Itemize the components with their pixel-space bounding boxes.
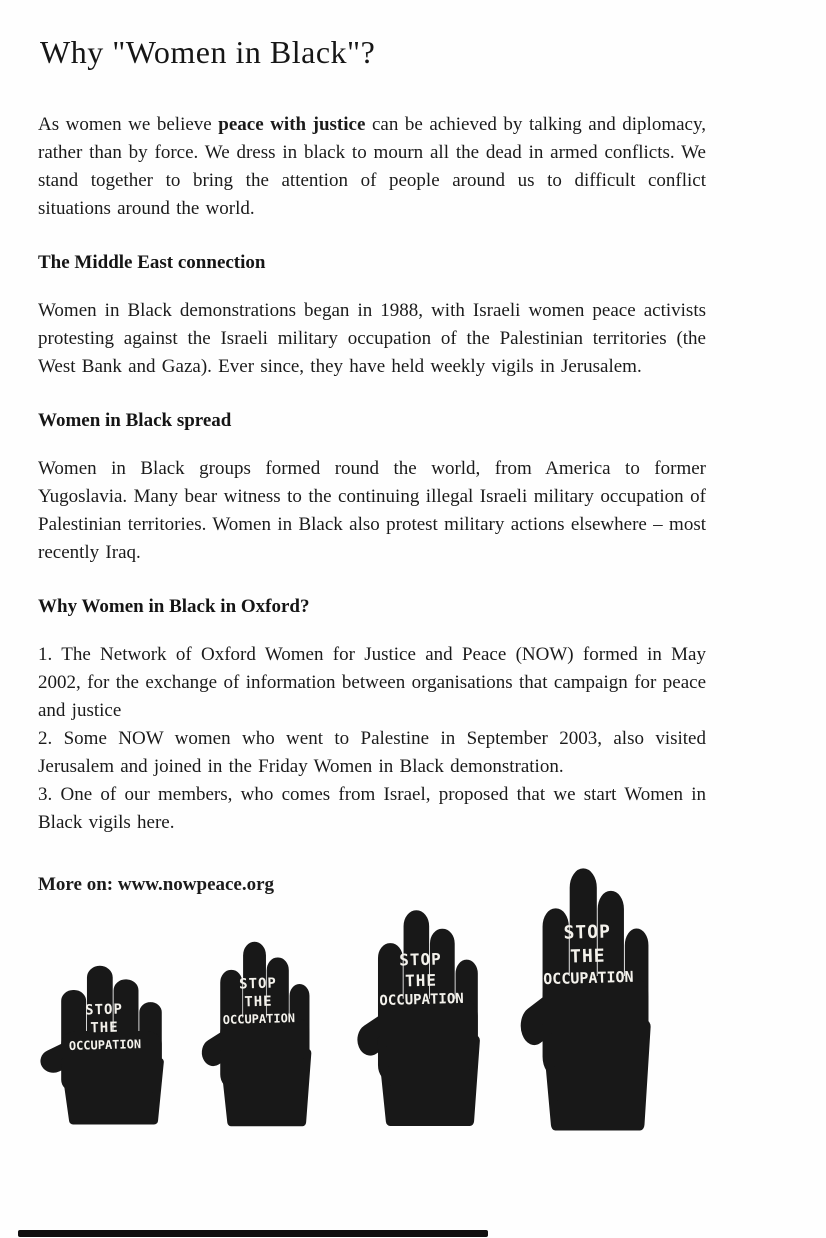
intro-text-post: can be achieved by talking and diplomacy, rather than by force. We dress in black to mourn all the dead in armed conflicts. We stand together to bring the attention of people around us to difficult conflict situations around the world. <box>38 114 706 219</box>
stop-hand-graphic-4 <box>515 839 655 1133</box>
hand-text-line: STOP <box>398 949 442 970</box>
more-on-url-line: More on: www.nowpeace.org <box>38 874 275 895</box>
intro-text-bold: peace with justice <box>218 114 366 135</box>
hand-slogan <box>202 973 314 1029</box>
section-heading-oxford: Why Women in Black in Oxford? <box>38 596 310 617</box>
section-body-spread: Women in Black groups formed round the world, from America to former Yugoslavia. Many bear witness to the continuing illegal Israeli military occupation of Palestinian territories. Women in Black also protest military actions elsewhere – most recently Iraq. <box>38 458 706 563</box>
hand-text-line: OCCUPATION <box>543 967 634 988</box>
hand-text-line: STOP <box>238 975 277 993</box>
section-body-middle-east: Women in Black demonstrations began in 1988, with Israeli women peace activists protesting against the Israeli military occupation of the Palestinian territories (the West Bank and Gaza). Ever since, they have held weekly vigils in Jerusalem. <box>38 300 706 377</box>
hand-text-line: OCCUPATION <box>222 1010 296 1027</box>
intro-text-pre: As women we believe <box>38 114 219 135</box>
numbered-item-1: 1. The Network of Oxford Women for Justice and Peace (NOW) formed in May 2002, for the exchange of information between organisations that campaign for peace and justice <box>38 644 706 721</box>
leaflet-text-column <box>38 34 706 899</box>
numbered-item-2: 2. Some NOW women who went to Palestine in September 2003, also visited Jerusalem and joined in the Friday Women in Black demonstration. <box>38 728 706 777</box>
hand-slogan <box>358 947 484 1011</box>
scan-artifact-bar <box>18 1230 488 1237</box>
stop-hand-graphic-2 <box>197 921 315 1128</box>
stop-hand-graphic-1 <box>35 948 168 1126</box>
hand-text-line: THE <box>404 970 437 991</box>
hand-text-line: OCCUPATION <box>378 991 464 1010</box>
numbered-list <box>38 641 706 837</box>
section-heading-middle-east: The Middle East connection <box>38 252 266 273</box>
section-heading-spread: Women in Black spread <box>38 410 232 431</box>
hand-text-line: THE <box>89 1020 119 1038</box>
hand-text-line: THE <box>244 993 273 1011</box>
hand-text-line: STOP <box>563 921 612 944</box>
page-title: Why "Women in Black"? <box>40 34 376 70</box>
hand-text-line: OCCUPATION <box>68 1037 141 1054</box>
hand-text-line: STOP <box>84 1001 123 1019</box>
hand-slogan <box>521 920 654 991</box>
hand-slogan <box>41 1000 167 1056</box>
stop-hand-graphic-3 <box>352 886 484 1128</box>
protest-hands-graphic <box>0 833 826 1138</box>
intro-paragraph <box>38 111 706 223</box>
hand-text-line: THE <box>569 945 606 968</box>
numbered-item-3: 3. One of our members, who comes from Israel, proposed that we start Women in Black vigils here. <box>38 784 706 833</box>
